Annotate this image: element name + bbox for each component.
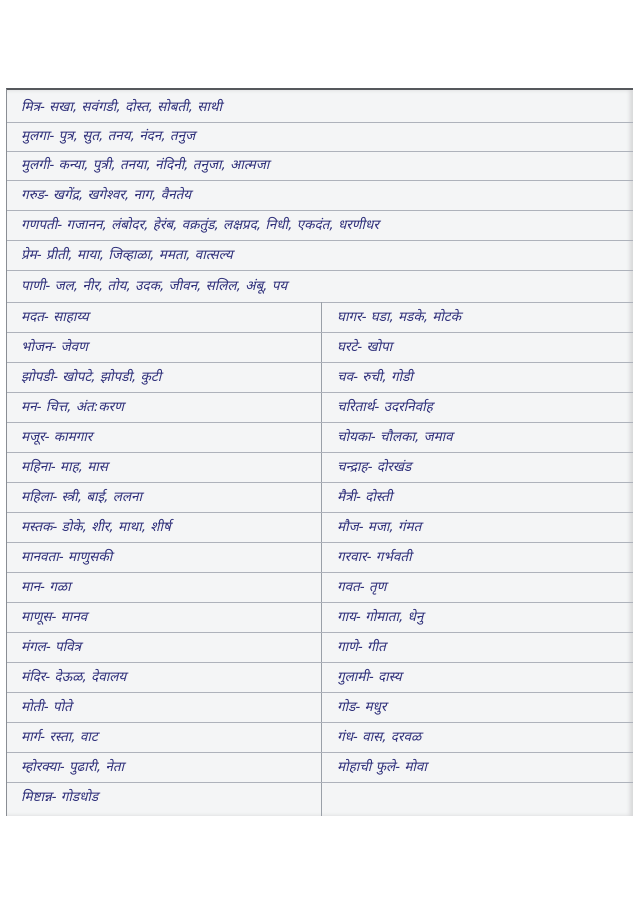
synonym-row: मुलगा- पुत्र, सुत, तनय, नंदन, तनुज	[7, 122, 633, 152]
left-entry: भोजन- जेवण	[21, 339, 88, 355]
left-entry: मान- गळा	[21, 579, 71, 595]
left-entry: मानवता- माणुसकी	[21, 549, 113, 565]
left-entry: महिला- स्त्री, बाई, ललना	[21, 489, 143, 505]
synonym-row: गरुड- खगेंद्र, खगेश्वर, नाग, वैनतेय	[7, 180, 633, 211]
right-entry: गोड- मधुर	[337, 699, 387, 715]
pair-row	[7, 512, 633, 543]
pair-row	[7, 332, 633, 363]
right-entry: गाणे- गीत	[337, 639, 386, 655]
right-entry: मौज- मजा, गंमत	[337, 519, 422, 535]
pair-row	[7, 722, 633, 753]
left-entry: मोती- पोते	[21, 699, 72, 715]
right-entry: गाय- गोमाता, धेनु	[337, 609, 424, 625]
right-entry	[337, 782, 627, 816]
left-entry: झोपडी- खोपटे, झोपडी, कुटी	[21, 369, 162, 385]
left-entry: मस्तक- डोके, शीर, माथा, शीर्ष	[21, 519, 171, 535]
right-entry: चोयका- चौलका, जमाव	[337, 429, 453, 445]
right-entry: गरवार- गर्भवती	[337, 549, 412, 565]
synonym-row: प्रेम- प्रीती, माया, जिव्हाळा, ममता, वात्सल्य	[7, 240, 633, 271]
pair-row	[7, 422, 633, 453]
left-entry: म्होरक्या- पुढारी, नेता	[21, 759, 125, 775]
left-entry: मजूर- कामगार	[21, 429, 93, 445]
right-entry: चरितार्थ- उदरनिर्वाह	[337, 399, 433, 415]
pair-row	[7, 752, 633, 783]
right-entry: घागर- घडा, मडके, मोटके	[337, 309, 462, 325]
left-entry: मंगल- पवित्र	[21, 639, 82, 655]
synonym-row: मुलगी- कन्या, पुत्री, तनया, नंदिनी, तनुजा, आत्मजा	[7, 151, 633, 181]
right-entry: गुलामी- दास्य	[337, 669, 402, 685]
synonym-row: पाणी- जल, नीर, तोय, उदक, जीवन, सलिल, अंबू, पय	[7, 270, 633, 303]
left-entry: मदत- साहाय्य	[21, 309, 89, 325]
pair-row	[7, 302, 633, 333]
left-entry: मंदिर- देऊळ, देवालय	[21, 669, 127, 685]
left-entry: मिष्टान्न- गोडधोड	[21, 789, 99, 805]
pair-row	[7, 392, 633, 423]
note-sheet	[6, 88, 633, 816]
pair-row	[7, 542, 633, 573]
pair-row	[7, 662, 633, 693]
pair-row	[7, 632, 633, 663]
left-entry: मार्ग- रस्ता, वाट	[21, 729, 98, 745]
synonym-row: मित्र- सखा, सवंगडी, दोस्त, सोबती, साथी	[7, 92, 633, 123]
right-entry: चव- रुची, गोडी	[337, 369, 413, 385]
right-entry: घरटे- खोपा	[337, 339, 393, 355]
pair-row	[7, 482, 633, 513]
left-entry: महिना- माह, मास	[21, 459, 108, 475]
synonym-row: गणपती- गजानन, लंबोदर, हेरंब, वक्रतुंड, लक्षप्रद, निधी, एकदंत, धरणीधर	[7, 210, 633, 241]
pair-row	[7, 572, 633, 603]
right-entry: मोहाची फुले- मोवा	[337, 759, 427, 775]
pair-row	[7, 452, 633, 483]
pair-row	[7, 362, 633, 393]
left-entry: मन- चित्त, अंत:करण	[21, 399, 124, 415]
right-entry: गंध- वास, दरवळ	[337, 729, 422, 745]
right-entry: चन्द्राह- दोरखंड	[337, 459, 412, 475]
pair-row	[7, 692, 633, 723]
left-entry: माणूस- मानव	[21, 609, 88, 625]
pair-row	[7, 602, 633, 633]
right-entry: मैत्री- दोस्ती	[337, 489, 393, 505]
right-entry: गवत- तृण	[337, 579, 387, 595]
pair-row	[7, 782, 633, 816]
